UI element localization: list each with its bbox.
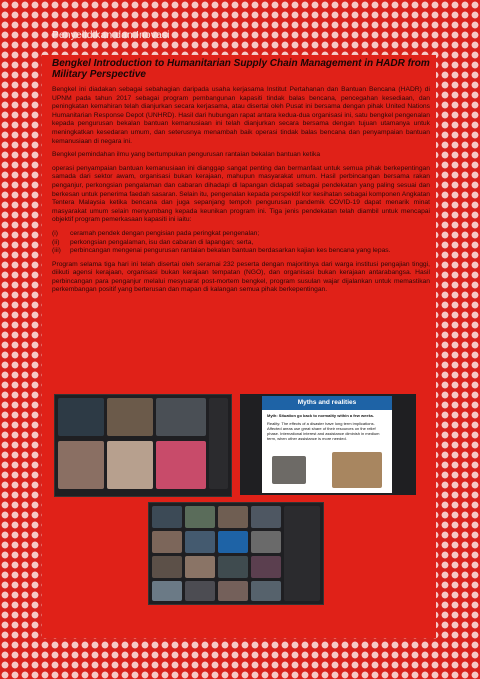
participant-tile [218,531,248,553]
approach-list [52,230,430,256]
participant-tile [185,506,215,528]
slide-title: Myths and realities [262,396,392,410]
closing-paragraph: Program selama tiga hari ini telah disertai oleh seramai 232 peserta dengan majoritinya dari warga institusi pengajian tinggi, diikuti agensi kerajaan, organisasi bukan kerajaan tempatan (NGO), dan organisasi bukan kerajaan antarabangsa. Hasil perbincangan para penganjur melalui mesyuarat post-mortem bengkel, program susulan wajar dijalankan untuk memastikan perkembangan positif yang berterusan dan mapan di kalangan semua pihak berkepentingan. [52,260,430,294]
participant-tile [251,531,281,553]
participant-tile [251,556,281,578]
participant-tile [218,556,248,578]
video-call-photo [54,394,232,497]
participant-tile [251,581,281,601]
list-item: (iii) perbincangan mengenai pengurusan rantaian bekalan bantuan berdasarkan kajian kes bencana yang lepas. [52,247,391,255]
list-item: (i) ceramah pendek dengan pengisian pada peringkat pengenalan; [52,229,260,237]
chat-panel [209,398,228,489]
participant-tile [218,506,248,528]
video-call-photo [148,502,324,605]
participant-tile [58,398,104,436]
participant-list-panel [284,506,320,601]
article [52,58,430,300]
paragraph: Bengkel ini diadakan sebagai sebahagian daripada usaha kerjasama Institut Pertahanan dan Bantuan Bencana (HADR) di UPNM pada tahun 2017 sebagai program pembangunan kapasiti tindak balas bencana, pencegahan kesediaan, dan peningkatan kemahiran telah dianjurkan secara kerjasama, atau disertai oleh Pusat ini bersama dengan pihak United Nations Humanitarian Response Depot (UNHRD). Hasil dari hubungan rapat antara kedua-dua organisasi ini, satu bengkel pengenalan kepada pengurusan bekalan bantuan kemanusiaan ini telah dianjurkan secara bersama dengan tujuan utamanya untuk meningkatkan kesedaran umum, dan seterusnya menambah baik operasi tindak balas bencana dan penyampaian bantuan kemanusiaan di negara ini. [52,86,430,145]
participant-tile [185,581,215,601]
slide-image [272,456,306,484]
slide-myth: Myth: Situation go back to normality within a few weeks. [267,413,375,418]
participant-tile [152,581,182,601]
section-label: Penyelidikan dan Inovasi [52,30,170,41]
paragraph: Bengkel pemindahan ilmu yang bertumpukan pengurusan rantaian bekalan bantuan ketika [52,151,321,159]
slide-reality: Reality: The effects of a disaster have long term implications. Affected areas use great share of their resources on the relief phase. International interest and assistance diminish in medium term, when other assistance is more needed. [267,421,380,441]
participant-tile [58,441,104,489]
participant-tile [156,441,206,489]
participant-tile [152,531,182,553]
participant-tile [251,506,281,528]
article-title: Bengkel Introduction to Humanitarian Supply Chain Management in HADR from Military Perspective [52,58,430,80]
paragraph: operasi penyampaian bantuan kemanusiaan ini dianggap sangat penting dan bermanfaat untuk semua pihak berkepentingan samada dari sektor awam, organisasi bukan kerajaan, mahupun masyarakat umum. Hasil perbincangan bersama rakan penganjur, perkongsian pengalaman dan cabaran dihadapi di lapangan didapati sebagai pendekatan yang paling sesuai dan berkesan untuk penerima faedah sasaran. Selain itu, pengenalan kepada perspektif kor kesihatan sebagai komponen Angkatan Tentera Malaysia ketika bencana dan juga sepanjang tempoh pengurusan pandemik COVID-19 dapat menarik minat masyarakat umum selain menyumbang kepada keunikan program ini. Tiga jenis pendekatan telah diambil untuk mencapai objektif program pemerkasaan kapasiti ini iaitu: [52,164,430,224]
slide-card [262,396,392,493]
participant-tile [185,556,215,578]
list-item: (ii) perkongsian pengalaman, isu dan cabaran di lapangan; serta, [52,238,254,246]
participant-tile [152,556,182,578]
participant-tile [107,398,153,436]
participant-tile [156,398,206,436]
participant-tile [185,531,215,553]
participant-tile [152,506,182,528]
slide-photo [240,394,416,495]
participant-tile [218,581,248,601]
slide-image [332,452,382,488]
participant-tile [107,441,153,489]
